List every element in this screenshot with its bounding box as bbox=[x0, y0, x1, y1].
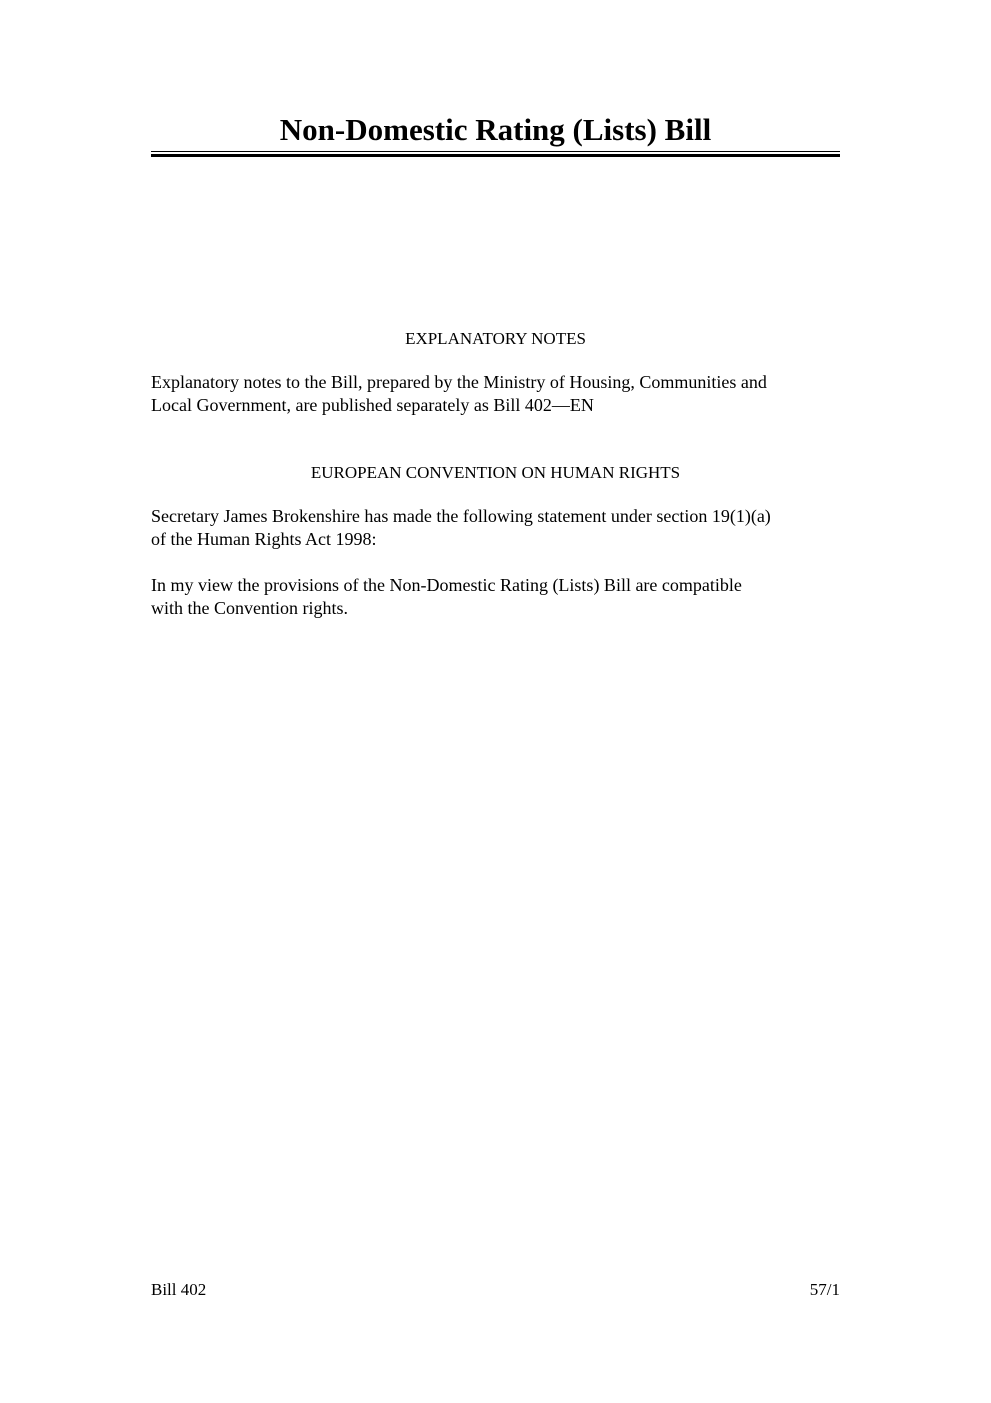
explanatory-notes-paragraph bbox=[151, 371, 851, 417]
text-line: Explanatory notes to the Bill, prepared by the Ministry of Housing, Communities and bbox=[151, 372, 767, 392]
title-rule-thin bbox=[151, 151, 840, 152]
explanatory-notes-heading: EXPLANATORY NOTES bbox=[405, 329, 586, 348]
footer-bill-number: Bill 402 bbox=[151, 1280, 207, 1299]
text-line: In my view the provisions of the Non-Domestic Rating (Lists) Bill are compatible bbox=[151, 575, 742, 595]
echr-heading: EUROPEAN CONVENTION ON HUMAN RIGHTS bbox=[310, 463, 681, 482]
footer-page-ref: 57/1 bbox=[809, 1280, 840, 1299]
text-line: Local Government, are published separately as Bill 402—EN bbox=[151, 395, 594, 415]
text-line: Secretary James Brokenshire has made the following statement under section 19(1)(a) bbox=[151, 506, 771, 526]
echr-statement-intro bbox=[151, 505, 851, 551]
document-title: Non-Domestic Rating (Lists) Bill bbox=[279, 112, 712, 147]
text-line: of the Human Rights Act 1998: bbox=[151, 529, 377, 549]
text-line: with the Convention rights. bbox=[151, 598, 348, 618]
echr-statement bbox=[151, 574, 851, 620]
title-rule-thick bbox=[151, 154, 840, 157]
